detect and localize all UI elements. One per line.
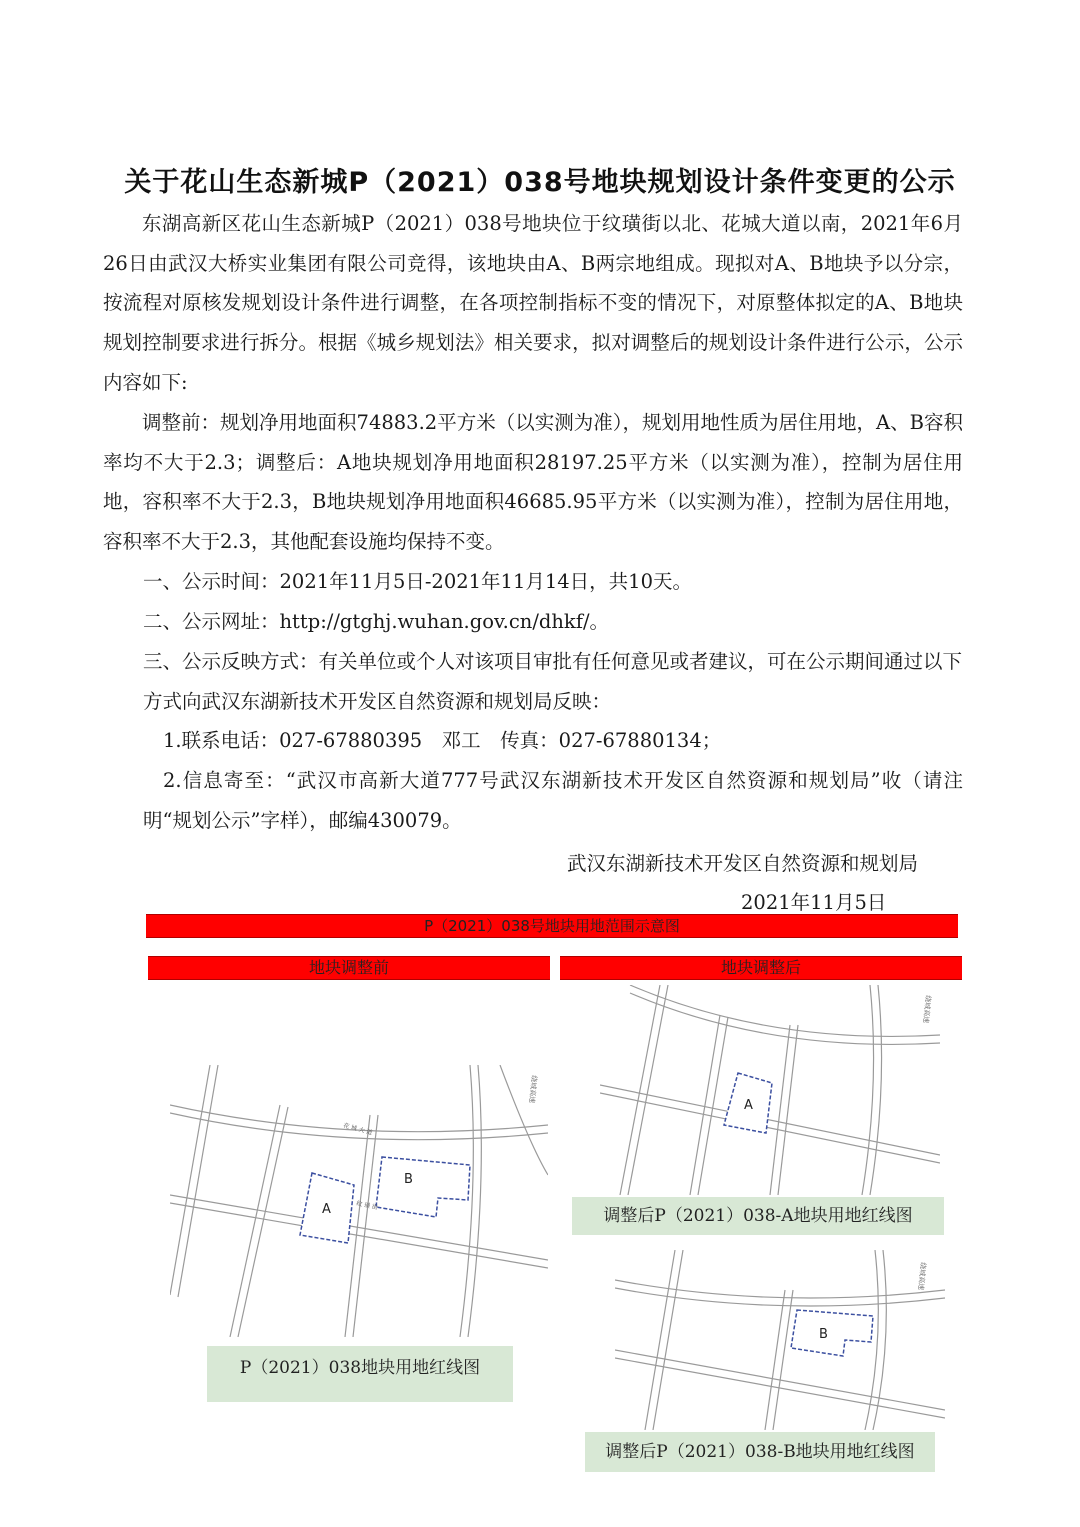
before-label: 地块调整前 (148, 956, 550, 980)
after-label: 地块调整后 (560, 956, 962, 980)
adjustment-paragraph: 调整前：规划净用地面积74883.2平方米（以实测为准），规划用地性质为居住用地，A、B容积率均不大于2.3；调整后：A地块规划净用地面积28197.25平方米（以实测为准），控制为居住用地，容积率不大于2.3，B地块规划净用地面积46685.95平方米（以实测为准），控制为居住用地，容积率不大于2.3，其他配套设施均保持不变。 (103, 411, 963, 554)
parcel-b-label-after: B (819, 1327, 828, 1342)
map-before (170, 1065, 548, 1337)
caption-after-b: 调整后P（2021）038-B地块用地红线图 (585, 1432, 935, 1472)
road-label-ring: 绕城高速 (527, 1074, 538, 1104)
road-label-ring-b: 绕城高速 (916, 1261, 927, 1291)
intro-paragraph: 东湖高新区花山生态新城P（2021）038号地块位于纹璜街以北、花城大道以南，2021年6月26日由武汉大桥实业集团有限公司竞得，该地块由A、B两宗地组成。现拟对A、B地块予以分宗，按流程对原核发规划设计条件进行调整，在各项控制指标不变的情况下，对原整体拟定的A、B地块规划控制要求进行拆分。根据《城乡规划法》相关要求，拟对调整后的规划设计条件进行公示，公示内容如下: (103, 212, 963, 394)
map-after-b (615, 1250, 945, 1430)
caption-after-a: 调整后P（2021）038-A地块用地红线图 (572, 1197, 944, 1235)
road-label-main: 花 城 大 道 (342, 1122, 374, 1137)
road-label-ring-a: 绕城高速 (921, 994, 932, 1024)
parcel-a-label: A (322, 1202, 331, 1217)
contact-phone: 1.联系电话：027-67880395 邓工 传真：027-67880134； (163, 729, 722, 752)
publicity-website: 二、公示网址：http://gtghj.wuhan.gov.cn/dhkf/。 (143, 610, 610, 633)
road-label-h1: 纹 璜 街 (355, 1200, 379, 1212)
parcel-b-label: B (404, 1172, 413, 1187)
feedback-method: 三、公示反映方式：有关单位或个人对该项目审批有任何意见或者建议，可在公示期间通过以下方式向武汉东湖新技术开发区自然资源和规划局反映： (143, 650, 963, 713)
contact-address: 2.信息寄至：“武汉市高新大道777号武汉东湖新技术开发区自然资源和规划局”收（请注明“规划公示”字样），邮编430079。 (143, 769, 963, 832)
map-after-a (600, 985, 940, 1195)
caption-main: P（2021）038地块用地红线图 (207, 1346, 513, 1402)
publicity-time: 一、公示时间：2021年11月5日-2021年11月14日，共10天。 (143, 570, 692, 593)
signature-org: 武汉东湖新技术开发区自然资源和规划局 (567, 852, 919, 875)
parcel-a-label-after: A (744, 1098, 753, 1113)
notice-title: 关于花山生态新城P（2021）038号地块规划设计条件变更的公示 (124, 167, 956, 198)
signature-date: 2021年11月5日 (741, 891, 887, 914)
figure-banner: P（2021）038号地块用地范围示意图 (146, 914, 958, 938)
